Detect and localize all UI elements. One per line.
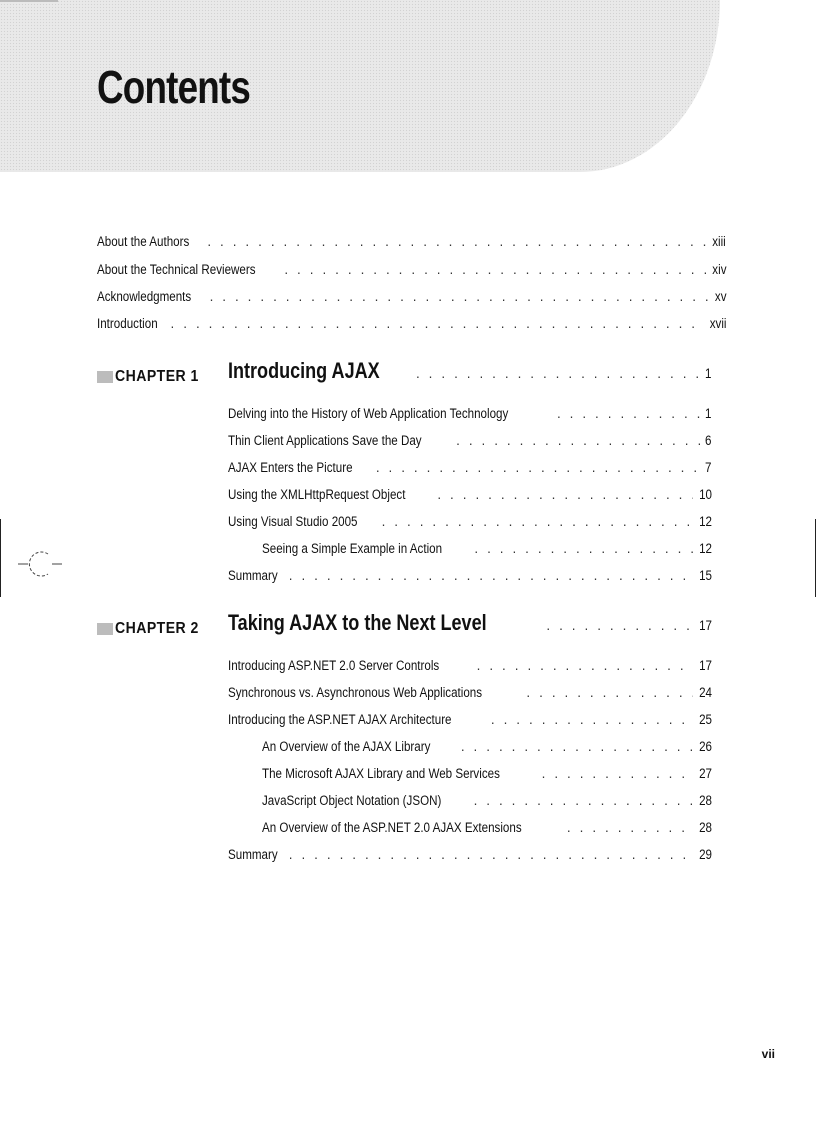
entry-page: 28 [699, 793, 712, 808]
entry-label: Seeing a Simple Example in Action [262, 541, 443, 556]
dot-leader [461, 738, 693, 756]
dot-leader [207, 233, 706, 251]
toc-subentry[interactable] [262, 792, 712, 810]
entry-page: 17 [699, 658, 712, 673]
entry-page: 7 [705, 460, 712, 475]
entry-page: 6 [705, 433, 712, 448]
toc-entry-acknowledgments[interactable] [97, 288, 726, 306]
entry-label: Introducing the ASP.NET AJAX Architecture [228, 712, 452, 727]
dot-leader [289, 567, 693, 585]
toc-subentry[interactable] [262, 540, 712, 558]
entry-label: Thin Client Applications Save the Day [228, 433, 422, 448]
entry-page: 1 [705, 406, 712, 421]
toc-entry-technical-reviewers[interactable] [97, 261, 726, 279]
toc-entry[interactable] [228, 657, 712, 675]
toc-chapter-1-title[interactable] [228, 358, 712, 383]
chapter-2-label: CHAPTER 2 [97, 620, 210, 638]
dot-leader [284, 261, 705, 279]
entry-page: 28 [699, 820, 712, 835]
entry-label: JavaScript Object Notation (JSON) [262, 793, 442, 808]
entry-page: xiv [711, 262, 726, 277]
toc-entry[interactable] [228, 432, 712, 450]
entry-page: 29 [699, 847, 712, 862]
chapter-page: 1 [705, 366, 712, 381]
entry-page: 26 [699, 739, 712, 754]
entry-page: 27 [699, 766, 712, 781]
dot-leader [382, 513, 693, 531]
entry-page: xvii [709, 316, 726, 331]
entry-label: About the Technical Reviewers [97, 262, 256, 277]
chapter-marker-icon [97, 623, 113, 635]
toc-entry[interactable] [228, 513, 712, 531]
registration-mark-icon [18, 550, 62, 580]
toc-entry-introduction[interactable] [97, 315, 726, 333]
toc-entry[interactable] [228, 405, 712, 423]
dot-leader [171, 315, 703, 333]
toc-subentry[interactable] [262, 765, 712, 783]
dot-leader [477, 657, 693, 675]
entry-label: Summary [228, 847, 278, 862]
page-number: vii [761, 1047, 775, 1061]
dot-leader [416, 365, 701, 383]
toc-chapter-2-title[interactable] [228, 610, 712, 635]
entry-label: Using Visual Studio 2005 [228, 514, 358, 529]
dot-leader [526, 684, 693, 702]
toc-entry[interactable] [228, 567, 712, 585]
entry-page: 12 [699, 541, 712, 556]
entry-page: 24 [699, 685, 712, 700]
entry-label: Summary [228, 568, 278, 583]
toc-entry[interactable] [228, 459, 712, 477]
page-title: Contents [97, 61, 251, 113]
entry-label: The Microsoft AJAX Library and Web Services [262, 766, 500, 781]
crop-mark-left [0, 519, 1, 597]
toc-entry[interactable] [228, 486, 712, 504]
chapter-page: 17 [699, 618, 712, 633]
toc-entry[interactable] [228, 684, 712, 702]
entry-label: An Overview of the AJAX Library [262, 739, 431, 754]
entry-label: AJAX Enters the Picture [228, 460, 353, 475]
chapter-marker-icon [97, 371, 113, 383]
entry-label: Using the XMLHttpRequest Object [228, 487, 406, 502]
toc-entry[interactable] [228, 711, 712, 729]
entry-label: Synchronous vs. Asynchronous Web Applications [228, 685, 483, 700]
entry-label: About the Authors [97, 234, 190, 249]
dot-leader [474, 792, 693, 810]
dot-leader [210, 288, 709, 306]
dot-leader [557, 405, 701, 423]
entry-page: 15 [699, 568, 712, 583]
toc-subentry[interactable] [262, 819, 712, 837]
entry-label: Introducing ASP.NET 2.0 Server Controls [228, 658, 440, 673]
chapter-1-label: CHAPTER 1 [97, 368, 210, 386]
chapter-title: Taking AJAX to the Next Level [228, 610, 487, 635]
top-rule [0, 0, 58, 2]
chapter-title: Introducing AJAX [228, 358, 380, 383]
entry-page: xv [714, 289, 726, 304]
entry-page: xiii [712, 234, 726, 249]
entry-page: 10 [699, 487, 712, 502]
entry-label: Introduction [97, 316, 158, 331]
toc-entry[interactable] [228, 846, 712, 864]
dot-leader [289, 846, 693, 864]
entry-label: Delving into the History of Web Application Technology [228, 406, 509, 421]
dot-leader [546, 617, 693, 635]
dot-leader [456, 432, 700, 450]
dot-leader [474, 540, 693, 558]
entry-label: An Overview of the ASP.NET 2.0 AJAX Extensions [262, 820, 522, 835]
dot-leader [437, 486, 693, 504]
dot-leader [542, 765, 693, 783]
toc-entry-about-authors[interactable] [97, 233, 726, 251]
toc-subentry[interactable] [262, 738, 712, 756]
dot-leader [376, 459, 701, 477]
entry-page: 25 [699, 712, 712, 727]
entry-label: Acknowledgments [97, 289, 192, 304]
entry-page: 12 [699, 514, 712, 529]
dot-leader [491, 711, 693, 729]
dot-leader [567, 819, 693, 837]
